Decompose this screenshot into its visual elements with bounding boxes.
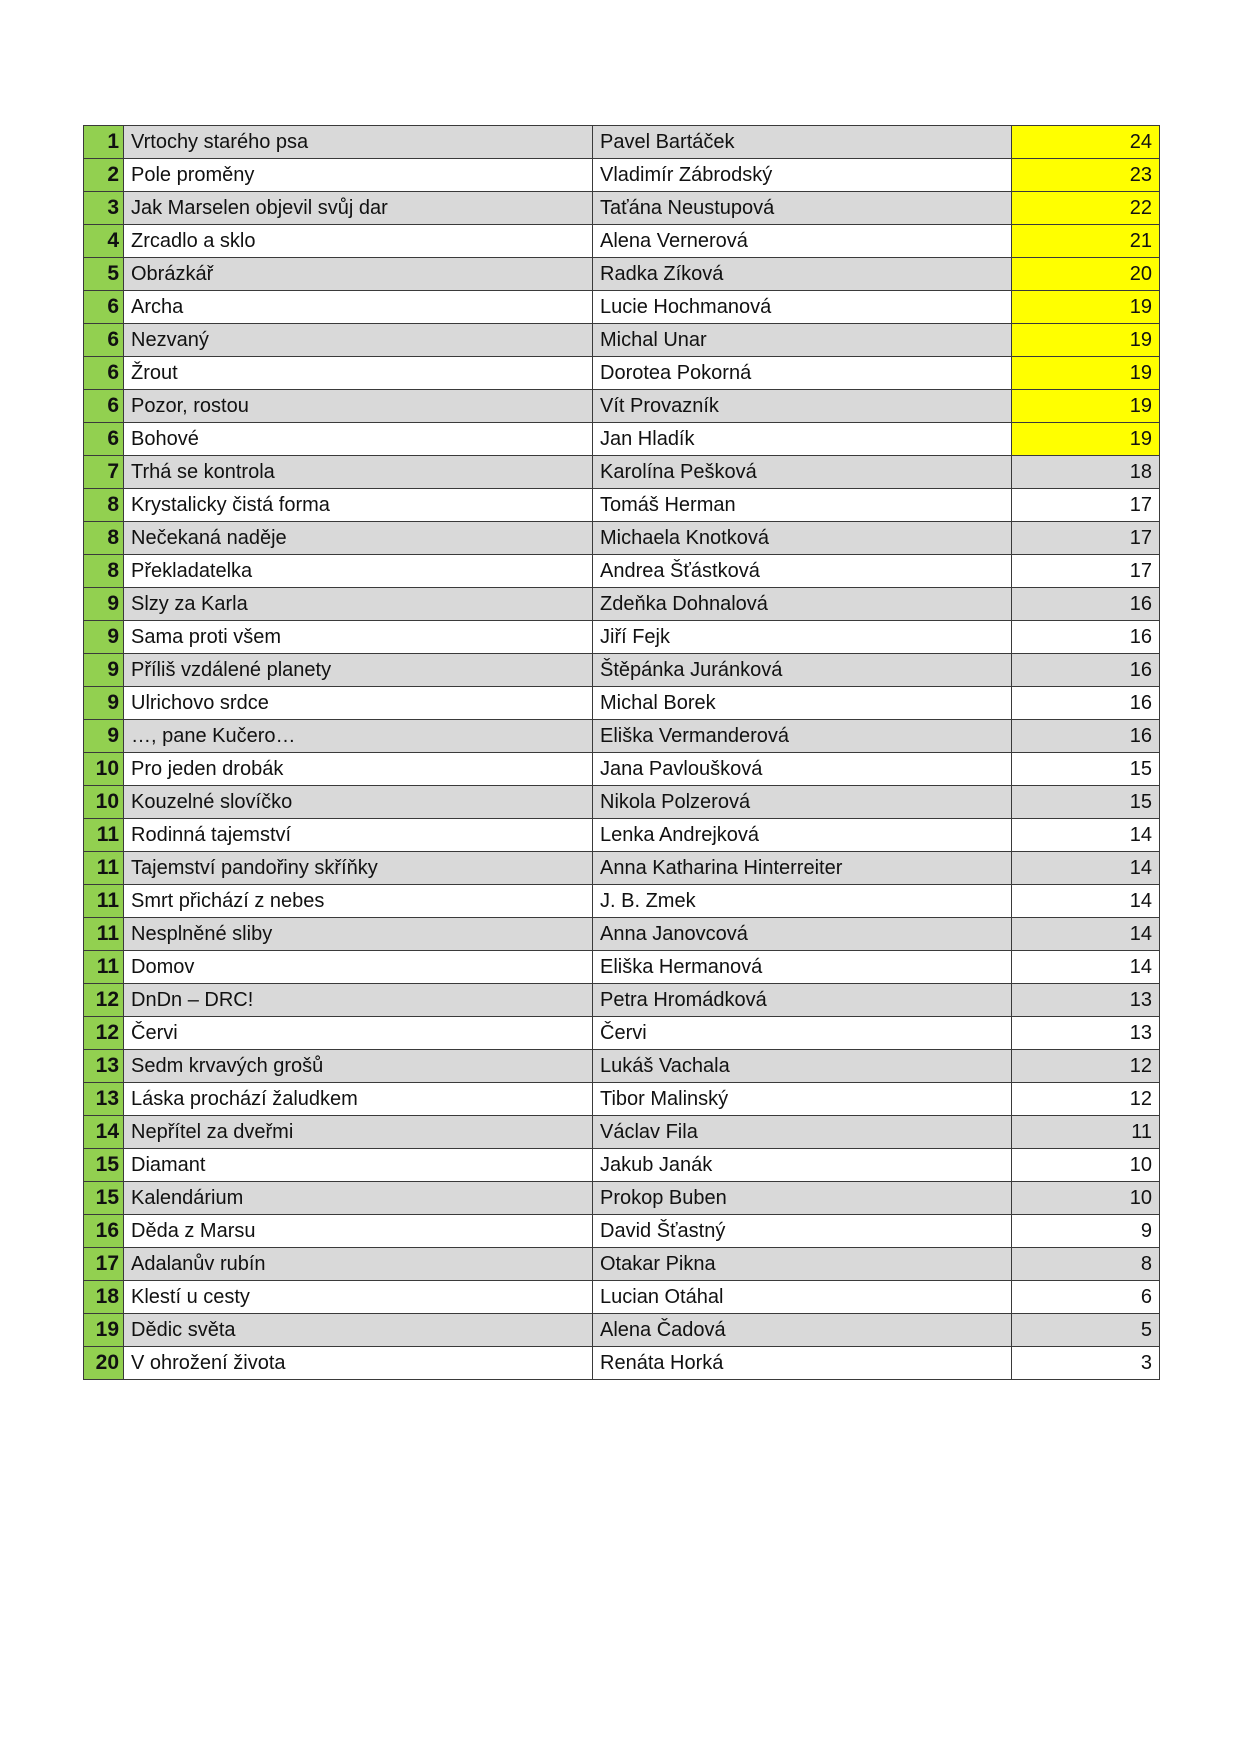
author-cell: Anna Katharina Hinterreiter: [593, 852, 1012, 885]
score-cell: 14: [1012, 951, 1160, 984]
author-cell: Prokop Buben: [593, 1182, 1012, 1215]
title-cell: Nezvaný: [124, 324, 593, 357]
score-cell: 14: [1012, 918, 1160, 951]
author-cell: David Šťastný: [593, 1215, 1012, 1248]
title-cell: Obrázkář: [124, 258, 593, 291]
title-cell: Láska prochází žaludkem: [124, 1083, 593, 1116]
rank-cell: 11: [84, 852, 124, 885]
rank-cell: 5: [84, 258, 124, 291]
score-cell: 16: [1012, 687, 1160, 720]
author-cell: Lucian Otáhal: [593, 1281, 1012, 1314]
rank-cell: 8: [84, 489, 124, 522]
author-cell: Vít Provazník: [593, 390, 1012, 423]
rank-cell: 9: [84, 687, 124, 720]
score-cell: 3: [1012, 1347, 1160, 1380]
score-cell: 8: [1012, 1248, 1160, 1281]
table-row: [84, 522, 1160, 555]
title-cell: Klestí u cesty: [124, 1281, 593, 1314]
score-cell: 19: [1012, 423, 1160, 456]
author-cell: Lucie Hochmanová: [593, 291, 1012, 324]
rank-cell: 3: [84, 192, 124, 225]
score-cell: 13: [1012, 984, 1160, 1017]
table-row: [84, 357, 1160, 390]
rank-cell: 7: [84, 456, 124, 489]
score-cell: 6: [1012, 1281, 1160, 1314]
score-cell: 17: [1012, 489, 1160, 522]
table-row: [84, 1281, 1160, 1314]
author-cell: Jakub Janák: [593, 1149, 1012, 1182]
table-row: [84, 1215, 1160, 1248]
table-row: [84, 192, 1160, 225]
title-cell: Překladatelka: [124, 555, 593, 588]
rank-cell: 14: [84, 1116, 124, 1149]
title-cell: Slzy za Karla: [124, 588, 593, 621]
title-cell: Dědic světa: [124, 1314, 593, 1347]
score-cell: 12: [1012, 1050, 1160, 1083]
table-row: [84, 1347, 1160, 1380]
score-cell: 16: [1012, 588, 1160, 621]
score-cell: 19: [1012, 324, 1160, 357]
table-row: [84, 885, 1160, 918]
title-cell: Kouzelné slovíčko: [124, 786, 593, 819]
author-cell: Lenka Andrejková: [593, 819, 1012, 852]
author-cell: Anna Janovcová: [593, 918, 1012, 951]
table-row: [84, 1149, 1160, 1182]
score-cell: 16: [1012, 654, 1160, 687]
score-cell: 13: [1012, 1017, 1160, 1050]
title-cell: Trhá se kontrola: [124, 456, 593, 489]
author-cell: Alena Čadová: [593, 1314, 1012, 1347]
title-cell: V ohrožení života: [124, 1347, 593, 1380]
author-cell: Karolína Pešková: [593, 456, 1012, 489]
author-cell: Michal Borek: [593, 687, 1012, 720]
rank-cell: 10: [84, 753, 124, 786]
table-row: [84, 654, 1160, 687]
title-cell: Jak Marselen objevil svůj dar: [124, 192, 593, 225]
rank-cell: 12: [84, 1017, 124, 1050]
rank-cell: 11: [84, 918, 124, 951]
score-cell: 24: [1012, 126, 1160, 159]
table-row: [84, 984, 1160, 1017]
rank-cell: 6: [84, 423, 124, 456]
title-cell: Nečekaná naděje: [124, 522, 593, 555]
title-cell: Pozor, rostou: [124, 390, 593, 423]
title-cell: Ulrichovo srdce: [124, 687, 593, 720]
score-cell: 9: [1012, 1215, 1160, 1248]
table-row: [84, 291, 1160, 324]
table-row: [84, 918, 1160, 951]
rank-cell: 18: [84, 1281, 124, 1314]
title-cell: Červi: [124, 1017, 593, 1050]
table-row: [84, 555, 1160, 588]
table-row: [84, 720, 1160, 753]
table-row: [84, 456, 1160, 489]
title-cell: Diamant: [124, 1149, 593, 1182]
title-cell: Nepřítel za dveřmi: [124, 1116, 593, 1149]
title-cell: Domov: [124, 951, 593, 984]
title-cell: Smrt přichází z nebes: [124, 885, 593, 918]
rank-cell: 2: [84, 159, 124, 192]
table-row: [84, 1017, 1160, 1050]
rank-cell: 9: [84, 654, 124, 687]
score-cell: 17: [1012, 555, 1160, 588]
table-row: [84, 225, 1160, 258]
score-cell: 14: [1012, 819, 1160, 852]
title-cell: Zrcadlo a sklo: [124, 225, 593, 258]
score-cell: 12: [1012, 1083, 1160, 1116]
author-cell: Jiří Fejk: [593, 621, 1012, 654]
title-cell: Nesplněné sliby: [124, 918, 593, 951]
author-cell: Renáta Horká: [593, 1347, 1012, 1380]
table-row: [84, 390, 1160, 423]
author-cell: Lukáš Vachala: [593, 1050, 1012, 1083]
title-cell: Příliš vzdálené planety: [124, 654, 593, 687]
rank-cell: 6: [84, 291, 124, 324]
table-row: [84, 753, 1160, 786]
table-row: [84, 852, 1160, 885]
title-cell: Děda z Marsu: [124, 1215, 593, 1248]
author-cell: Eliška Vermanderová: [593, 720, 1012, 753]
title-cell: Pro jeden drobák: [124, 753, 593, 786]
table-row: [84, 1182, 1160, 1215]
rank-cell: 19: [84, 1314, 124, 1347]
score-cell: 15: [1012, 753, 1160, 786]
rank-cell: 9: [84, 621, 124, 654]
table-row: [84, 951, 1160, 984]
author-cell: Andrea Šťástková: [593, 555, 1012, 588]
rank-cell: 11: [84, 885, 124, 918]
score-cell: 20: [1012, 258, 1160, 291]
title-cell: Tajemství pandořiny skříňky: [124, 852, 593, 885]
rank-cell: 1: [84, 126, 124, 159]
rank-cell: 9: [84, 720, 124, 753]
score-cell: 5: [1012, 1314, 1160, 1347]
rank-cell: 12: [84, 984, 124, 1017]
score-cell: 16: [1012, 720, 1160, 753]
rank-cell: 20: [84, 1347, 124, 1380]
table-row: [84, 1314, 1160, 1347]
rank-cell: 6: [84, 357, 124, 390]
table-row: [84, 687, 1160, 720]
author-cell: Nikola Polzerová: [593, 786, 1012, 819]
author-cell: Červi: [593, 1017, 1012, 1050]
author-cell: Jan Hladík: [593, 423, 1012, 456]
author-cell: Štěpánka Juránková: [593, 654, 1012, 687]
table-row: [84, 423, 1160, 456]
score-cell: 16: [1012, 621, 1160, 654]
author-cell: Eliška Hermanová: [593, 951, 1012, 984]
table-row: [84, 819, 1160, 852]
rank-cell: 6: [84, 324, 124, 357]
title-cell: Kalendárium: [124, 1182, 593, 1215]
author-cell: Petra Hromádková: [593, 984, 1012, 1017]
author-cell: Michal Unar: [593, 324, 1012, 357]
rank-cell: 8: [84, 555, 124, 588]
score-cell: 10: [1012, 1149, 1160, 1182]
title-cell: Archa: [124, 291, 593, 324]
author-cell: Dorotea Pokorná: [593, 357, 1012, 390]
score-cell: 23: [1012, 159, 1160, 192]
table-row: [84, 258, 1160, 291]
title-cell: Pole proměny: [124, 159, 593, 192]
author-cell: Pavel Bartáček: [593, 126, 1012, 159]
results-table-body: [84, 126, 1160, 1380]
rank-cell: 13: [84, 1083, 124, 1116]
rank-cell: 9: [84, 588, 124, 621]
table-row: [84, 1116, 1160, 1149]
title-cell: Krystalicky čistá forma: [124, 489, 593, 522]
title-cell: Adalanův rubín: [124, 1248, 593, 1281]
rank-cell: 16: [84, 1215, 124, 1248]
author-cell: Vladimír Zábrodský: [593, 159, 1012, 192]
title-cell: Bohové: [124, 423, 593, 456]
rank-cell: 15: [84, 1149, 124, 1182]
title-cell: DnDn – DRC!: [124, 984, 593, 1017]
results-table: [83, 125, 1160, 1380]
table-row: [84, 621, 1160, 654]
title-cell: Vrtochy starého psa: [124, 126, 593, 159]
table-row: [84, 489, 1160, 522]
rank-cell: 13: [84, 1050, 124, 1083]
title-cell: Rodinná tajemství: [124, 819, 593, 852]
title-cell: Sedm krvavých grošů: [124, 1050, 593, 1083]
author-cell: Tibor Malinský: [593, 1083, 1012, 1116]
author-cell: Radka Zíková: [593, 258, 1012, 291]
score-cell: 22: [1012, 192, 1160, 225]
rank-cell: 6: [84, 390, 124, 423]
table-row: [84, 1248, 1160, 1281]
table-row: [84, 159, 1160, 192]
title-cell: Sama proti všem: [124, 621, 593, 654]
rank-cell: 11: [84, 819, 124, 852]
table-row: [84, 324, 1160, 357]
rank-cell: 15: [84, 1182, 124, 1215]
title-cell: Žrout: [124, 357, 593, 390]
score-cell: 15: [1012, 786, 1160, 819]
table-row: [84, 1083, 1160, 1116]
score-cell: 14: [1012, 852, 1160, 885]
score-cell: 17: [1012, 522, 1160, 555]
score-cell: 19: [1012, 390, 1160, 423]
author-cell: Taťána Neustupová: [593, 192, 1012, 225]
rank-cell: 4: [84, 225, 124, 258]
author-cell: Michaela Knotková: [593, 522, 1012, 555]
author-cell: Alena Vernerová: [593, 225, 1012, 258]
table-row: [84, 786, 1160, 819]
score-cell: 14: [1012, 885, 1160, 918]
author-cell: Tomáš Herman: [593, 489, 1012, 522]
score-cell: 19: [1012, 291, 1160, 324]
score-cell: 11: [1012, 1116, 1160, 1149]
table-row: [84, 1050, 1160, 1083]
score-cell: 18: [1012, 456, 1160, 489]
title-cell: …, pane Kučero…: [124, 720, 593, 753]
score-cell: 19: [1012, 357, 1160, 390]
rank-cell: 17: [84, 1248, 124, 1281]
rank-cell: 10: [84, 786, 124, 819]
author-cell: Václav Fila: [593, 1116, 1012, 1149]
score-cell: 21: [1012, 225, 1160, 258]
author-cell: Jana Pavloušková: [593, 753, 1012, 786]
rank-cell: 8: [84, 522, 124, 555]
score-cell: 10: [1012, 1182, 1160, 1215]
author-cell: Zdeňka Dohnalová: [593, 588, 1012, 621]
table-row: [84, 126, 1160, 159]
author-cell: Otakar Pikna: [593, 1248, 1012, 1281]
table-row: [84, 588, 1160, 621]
rank-cell: 11: [84, 951, 124, 984]
author-cell: J. B. Zmek: [593, 885, 1012, 918]
